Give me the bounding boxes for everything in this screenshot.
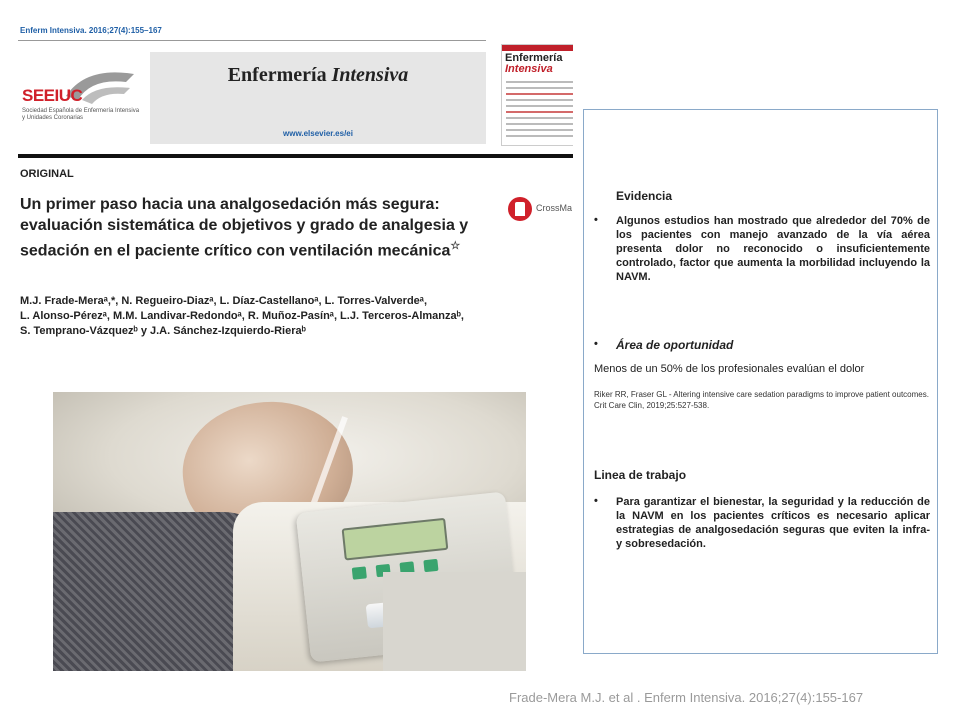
- authors-line: S. Temprano-Vázquezᵇ y J.A. Sánchez-Izquierdo-Rieraᵇ: [20, 325, 306, 337]
- authors-line: L. Alonso-Pérezᵃ, M.M. Landivar-Redondoᵃ, R. Muñoz-Pasínᵃ, L.J. Terceros-Almanzaᵇ,: [20, 310, 464, 322]
- crossmark-label: CrossMa: [536, 203, 573, 213]
- photo-device-base: [383, 572, 526, 671]
- section-label: ORIGINAL: [20, 168, 74, 180]
- evidence-heading: Evidencia: [616, 189, 673, 203]
- opportunity-heading: Área de oportunidad: [616, 338, 734, 352]
- patient-infusion-pump-photo: [53, 392, 526, 671]
- divider: [18, 40, 486, 41]
- opportunity-text: Menos de un 50% de los profesionales evalúan el dolor: [594, 363, 865, 375]
- bullet-icon: •: [594, 214, 598, 226]
- journal-banner: [150, 52, 486, 144]
- bullet-icon: •: [594, 338, 598, 350]
- opportunity-reference: Riker RR, Fraser GL - Altering intensive care sedation paradigms to improve patient outcomes. Crit Care Clin, 2019;25:527-538.: [594, 390, 929, 410]
- journal-article-header: [18, 14, 573, 344]
- pump-display: [342, 518, 449, 561]
- author-list: [20, 294, 573, 339]
- journal-cover-thumbnail: [501, 44, 573, 146]
- society-logo: [18, 52, 146, 144]
- article-title-text: Un primer paso hacia una analgosedación más segura: evaluación sistemática de objetivos y grado de analgesia y sedación en el paciente crítico con ventilación mecánica: [20, 196, 469, 260]
- pump-button: [352, 566, 367, 579]
- title-star-icon: ☆: [450, 240, 461, 252]
- cover-title-a: Enfermería: [505, 52, 563, 64]
- bullet-icon: •: [594, 495, 598, 507]
- crossmark-badge[interactable]: [508, 197, 573, 221]
- authors-line: M.J. Frade-Meraᵃ,*, N. Regueiro-Diazᵃ, L. Díaz-Castellanoᵃ, L. Torres-Valverdeᵃ,: [20, 295, 428, 307]
- journal-citation: Enferm Intensiva. 2016;27(4):155–167: [20, 26, 162, 35]
- journal-name: [150, 64, 486, 87]
- evidence-card: [583, 109, 938, 654]
- cover-title: [505, 53, 562, 75]
- society-full-name: Sociedad Española de Enfermería Intensiva y Unidades Coronarias: [22, 108, 140, 121]
- article-title: [20, 194, 510, 261]
- header-rule: [18, 154, 573, 158]
- crossmark-icon: [508, 197, 532, 221]
- journal-name-part-a: Enfermería: [227, 64, 327, 86]
- journal-name-part-b: Intensiva: [331, 64, 409, 86]
- footer-citation: Frade-Mera M.J. et al . Enferm Intensiva. 2016;27(4):155-167: [509, 690, 864, 705]
- cover-text-lines: [506, 81, 573, 141]
- pump-button: [423, 559, 438, 572]
- work-heading: Linea de trabajo: [594, 468, 687, 482]
- journal-url[interactable]: www.elsevier.es/ei: [283, 129, 353, 138]
- society-acronym: SEEIUC: [22, 86, 83, 105]
- work-bullet: Para garantizar el bienestar, la seguridad y la reducción de la NAVM en los pacientes críticos es necesario aplicar estrategias de analgosedación seguras que eviten la infra- y sobresedación.: [616, 496, 930, 550]
- evidence-bullet: Algunos estudios han mostrado que alrededor del 70% de los pacientes con manejo avanzado de la vía aérea presenta dolor no reconocido o insuficientemente controlado, factor que aumenta la morbilidad incluyendo la NAVM.: [616, 215, 930, 283]
- cover-band: [502, 45, 573, 51]
- cover-title-b: Intensiva: [505, 63, 553, 75]
